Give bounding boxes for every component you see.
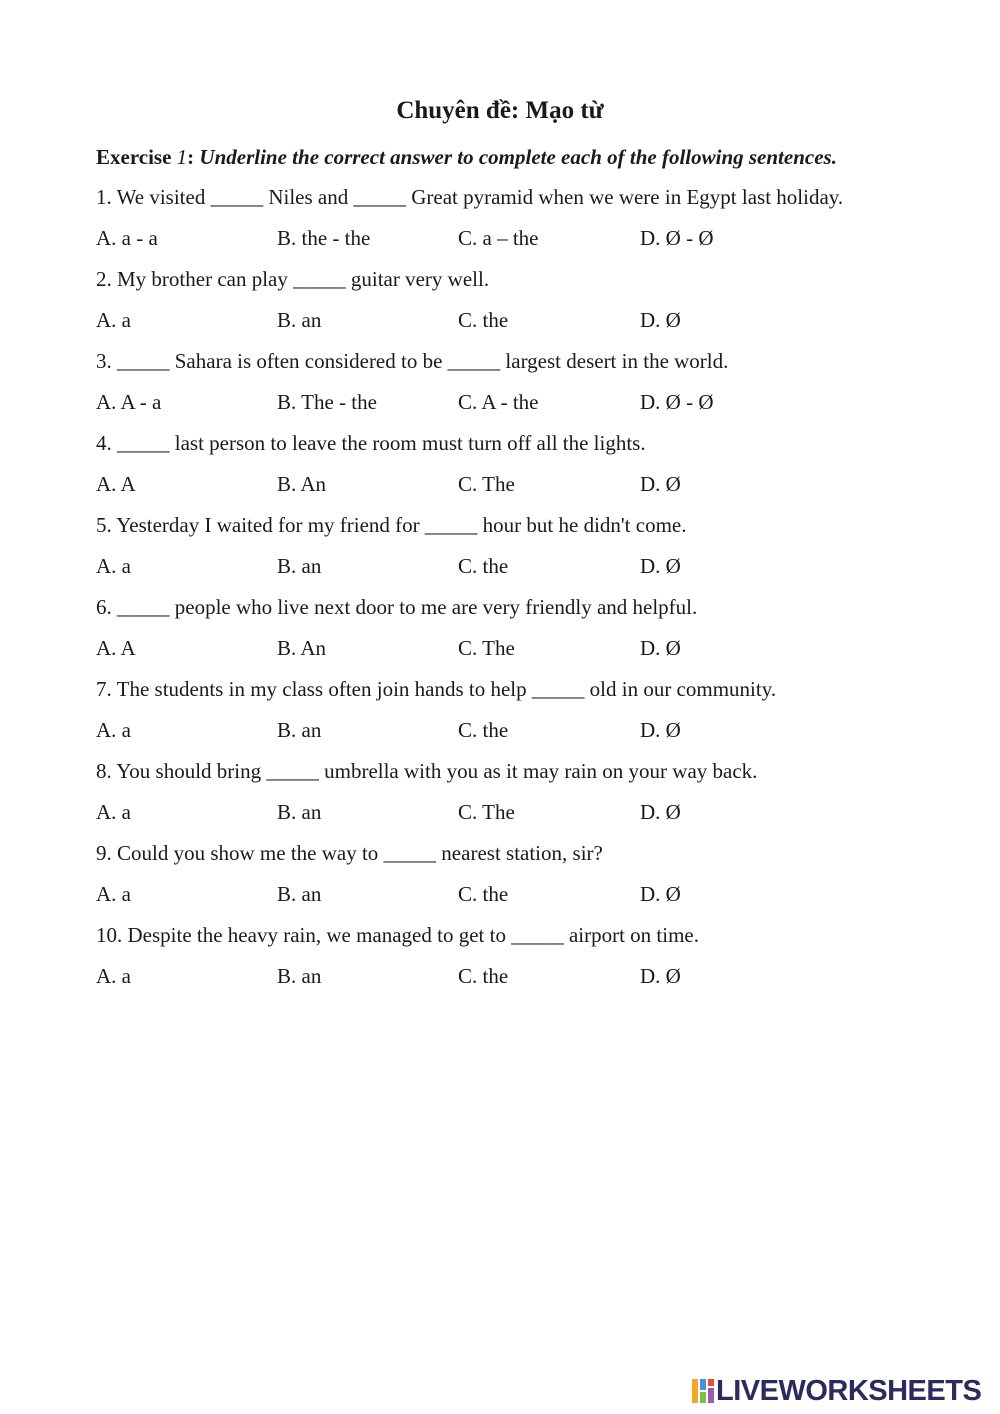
option-c[interactable]: C. The (458, 636, 515, 660)
options-row (96, 469, 956, 510)
option-a[interactable]: A. a (96, 964, 131, 988)
option-a[interactable]: A. a (96, 308, 131, 332)
option-d[interactable]: D. Ø - Ø (640, 226, 714, 250)
question-stem: 8. You should bring _____ umbrella with you as it may rain on your way back. (96, 759, 758, 783)
options-row (96, 551, 956, 592)
option-b[interactable]: B. The - the (277, 390, 377, 414)
question-stem: 3. _____ Sahara is often considered to be _____ largest desert in the world. (96, 349, 729, 373)
question-4 (96, 428, 956, 510)
options-row (96, 223, 956, 264)
option-d[interactable]: D. Ø (640, 308, 681, 332)
options-row (96, 387, 956, 428)
option-c[interactable]: C. A - the (458, 390, 539, 414)
option-d[interactable]: D. Ø (640, 882, 681, 906)
liveworksheets-logo-icon (692, 1379, 714, 1403)
option-c[interactable]: C. The (458, 472, 515, 496)
option-a[interactable]: A. a (96, 718, 131, 742)
question-2 (96, 264, 956, 346)
question-7 (96, 674, 956, 756)
question-5 (96, 510, 956, 592)
option-d[interactable]: D. Ø (640, 800, 681, 824)
page-title: Chuyên đề: Mạo từ (396, 97, 604, 124)
option-b[interactable]: B. an (277, 718, 322, 742)
exercise-instruction-text: Underline the correct answer to complete each of the following sentences. (199, 145, 837, 169)
option-b[interactable]: B. an (277, 964, 322, 988)
option-a[interactable]: A. A (96, 472, 136, 496)
question-6 (96, 592, 956, 674)
question-list (96, 182, 956, 1002)
option-d[interactable]: D. Ø (640, 964, 681, 988)
question-3 (96, 346, 956, 428)
question-8 (96, 756, 956, 838)
option-b[interactable]: B. an (277, 882, 322, 906)
liveworksheets-brand[interactable] (692, 1374, 981, 1408)
option-a[interactable]: A. A (96, 636, 136, 660)
question-stem: 4. _____ last person to leave the room must turn off all the lights. (96, 431, 646, 455)
option-b[interactable]: B. the - the (277, 226, 371, 250)
question-stem: 7. The students in my class often join hands to help _____ old in our community. (96, 677, 777, 701)
option-b[interactable]: B. an (277, 308, 322, 332)
exercise-number: 1 (176, 145, 188, 169)
options-row (96, 797, 956, 838)
option-c[interactable]: C. the (458, 308, 509, 332)
options-row (96, 715, 956, 756)
question-9 (96, 838, 956, 920)
option-b[interactable]: B. An (277, 636, 327, 660)
option-c[interactable]: C. the (458, 554, 509, 578)
option-a[interactable]: A. a (96, 554, 131, 578)
exercise-instruction (96, 142, 837, 172)
liveworksheets-brand-text: LIVEWORKSHEETS (716, 1375, 982, 1407)
option-d[interactable]: D. Ø - Ø (640, 390, 714, 414)
option-a[interactable]: A. A - a (96, 390, 162, 414)
option-a[interactable]: A. a (96, 800, 131, 824)
question-stem: 9. Could you show me the way to _____ nearest station, sir? (96, 841, 603, 865)
option-d[interactable]: D. Ø (640, 472, 681, 496)
exercise-label: Exercise (96, 145, 177, 169)
option-c[interactable]: C. a – the (458, 226, 539, 250)
option-d[interactable]: D. Ø (640, 636, 681, 660)
option-b[interactable]: B. an (277, 800, 322, 824)
options-row (96, 305, 956, 346)
option-c[interactable]: C. the (458, 882, 509, 906)
option-a[interactable]: A. a (96, 882, 131, 906)
options-row (96, 879, 956, 920)
options-row (96, 633, 956, 674)
option-d[interactable]: D. Ø (640, 554, 681, 578)
option-b[interactable]: B. an (277, 554, 322, 578)
option-b[interactable]: B. An (277, 472, 327, 496)
option-a[interactable]: A. a - a (96, 226, 158, 250)
option-c[interactable]: C. the (458, 964, 509, 988)
exercise-colon: : (187, 145, 200, 169)
option-c[interactable]: C. the (458, 718, 509, 742)
question-1 (96, 182, 956, 264)
option-d[interactable]: D. Ø (640, 718, 681, 742)
options-row (96, 961, 956, 1002)
question-10 (96, 920, 956, 1002)
question-stem: 5. Yesterday I waited for my friend for _____ hour but he didn't come. (96, 513, 687, 537)
question-stem: 1. We visited _____ Niles and _____ Great pyramid when we were in Egypt last holiday. (96, 185, 844, 209)
question-stem: 6. _____ people who live next door to me are very friendly and helpful. (96, 595, 698, 619)
option-c[interactable]: C. The (458, 800, 515, 824)
question-stem: 2. My brother can play _____ guitar very well. (96, 267, 490, 291)
question-stem: 10. Despite the heavy rain, we managed to get to _____ airport on time. (96, 923, 700, 947)
